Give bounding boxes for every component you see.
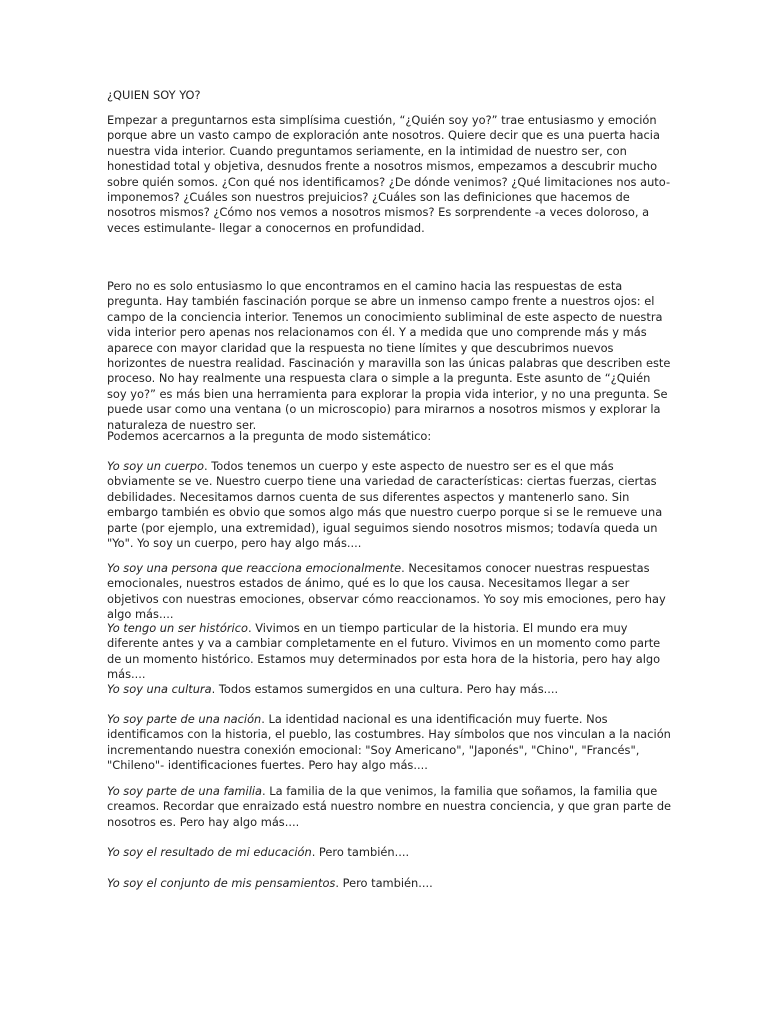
paragraph-lead: Yo tengo un ser histórico bbox=[107, 621, 248, 635]
paragraph-text: . Pero también.... bbox=[335, 876, 433, 890]
paragraph-text: . La identidad nacional es una identificación muy fuerte. Nos identificamos con la historia, el pueblo, las costumbres. Hay símbolos que nos vinculan a la nación incrementando nuestra conexión emocional: "Soy Americano", "Japonés", "Chino", "Francés", "Chileno"- identificaciones fuertes. Pero hay algo más.... bbox=[107, 712, 671, 773]
paragraph-text: . Pero también.... bbox=[311, 845, 410, 859]
paragraph-lead: Yo soy un cuerpo bbox=[107, 459, 204, 473]
paragraph-text: . Todos estamos sumergidos en una cultura. Pero hay más.... bbox=[211, 682, 559, 696]
paragraph-text: Podemos acercarnos a la pregunta de modo sistemático: bbox=[107, 429, 432, 443]
paragraph-nation bbox=[107, 712, 672, 774]
paragraph-body bbox=[107, 459, 672, 551]
paragraph-text: . Vivimos en un tiempo particular de la historia. El mundo era muy diferente antes y va a cambiar completamente en el futuro. Vivimos en un momento como parte de un momento histórico. Estamos muy determinados por esta hora de la historia, pero hay algo más.... bbox=[107, 621, 661, 682]
paragraph-lead: Yo soy el resultado de mi educación bbox=[107, 845, 312, 859]
paragraph-text: . La familia de la que venimos, la familia que soñamos, la familia que creamos. Recordar que enraizado está nuestro nombre en nuestra conciencia, y que gran parte de nosotros es. Pero hay algo más.... bbox=[107, 784, 672, 829]
paragraph-text: . Todos tenemos un cuerpo y este aspecto de nuestro ser es el que más obviamente se ve. Nuestro cuerpo tiene una variedad de características: ciertas fuerzas, ciertas debilidades. Necesitamos darnos cuenta de sus diferentes aspectos y mantenerlo sano. Sin embargo también es obvio que somos algo más que nuestro cuerpo porque si se le remueve una parte (por ejemplo, una extremidad), igual seguimos siendo nosotros mismos; todavía queda un "Yo". Yo soy un cuerpo, pero hay algo más.... bbox=[107, 459, 663, 551]
paragraph-lead: Yo soy parte de una familia bbox=[107, 784, 263, 798]
paragraph-lead: Yo soy el conjunto de mis pensamientos bbox=[107, 876, 336, 890]
paragraph-lead: Yo soy parte de una nación bbox=[107, 712, 262, 726]
paragraph-systematic bbox=[107, 429, 672, 444]
paragraph-text: Empezar a preguntarnos esta simplísima cuestión, “¿Quién soy yo?” trae entusiasmo y emoción porque abre un vasto campo de exploración ante nosotros. Quiere decir que es una puerta hacia nuestra vida interior. Cuando preguntamos seriamente, en la intimidad de nuestro ser, con honestidad total y objetiva, desnudos frente a nosotros mismos, empezamos a descubrir mucho sobre quién somos. ¿Con qué nos identificamos? ¿De dónde venimos? ¿Qué limitaciones nos auto-imponemos? ¿Cuáles son nuestros prejuicios? ¿Cuáles son las definiciones que hacemos de nosotros mismos? ¿Cómo nos vemos a nosotros mismos? Es sorprendente -a veces doloroso, a veces estimulante- llegar a conocernos en profundidad. bbox=[107, 113, 671, 235]
paragraph-lead: Yo soy una cultura bbox=[107, 682, 212, 696]
paragraph-emotions bbox=[107, 561, 672, 623]
page-title: ¿QUIEN SOY YO? bbox=[107, 88, 201, 102]
paragraph-culture bbox=[107, 682, 672, 697]
paragraph-education bbox=[107, 845, 672, 860]
paragraph-fascination bbox=[107, 279, 672, 433]
paragraph-lead: Yo soy una persona que reacciona emocionalmente bbox=[107, 561, 402, 575]
paragraph-text: . Necesitamos conocer nuestras respuestas emocionales, nuestros estados de ánimo, qué es lo que los causa. Necesitamos llegar a ser objetivos con nuestras emociones, observar cómo reaccionamos. Yo soy mis emociones, pero hay algo más.... bbox=[107, 561, 666, 622]
paragraph-intro bbox=[107, 113, 672, 236]
paragraph-history bbox=[107, 621, 672, 683]
paragraph-thoughts bbox=[107, 876, 672, 891]
paragraph-family bbox=[107, 784, 672, 830]
paragraph-text: Pero no es solo entusiasmo lo que encontramos en el camino hacia las respuestas de esta pregunta. Hay también fascinación porque se abre un inmenso campo frente a nuestros ojos: el campo de la conciencia interior. Tenemos un conocimiento subliminal de este aspecto de nuestra vida interior pero apenas nos relacionamos con él. Y a medida que uno comprende más y más aparece con mayor claridad que la respuesta no tiene límites y que descubrimos nuevos horizontes de nuestra realidad. Fascinación y maravilla son las únicas palabras que describen este proceso. No hay realmente una respuesta clara o simple a la pregunta. Este asunto de “¿Quién soy yo?” es más bien una herramienta para explorar la propia vida interior, y no una pregunta. Se puede usar como una ventana (o un microscopio) para mirarnos a nosotros mismos y explorar la naturaleza de nuestro ser. bbox=[107, 279, 671, 432]
